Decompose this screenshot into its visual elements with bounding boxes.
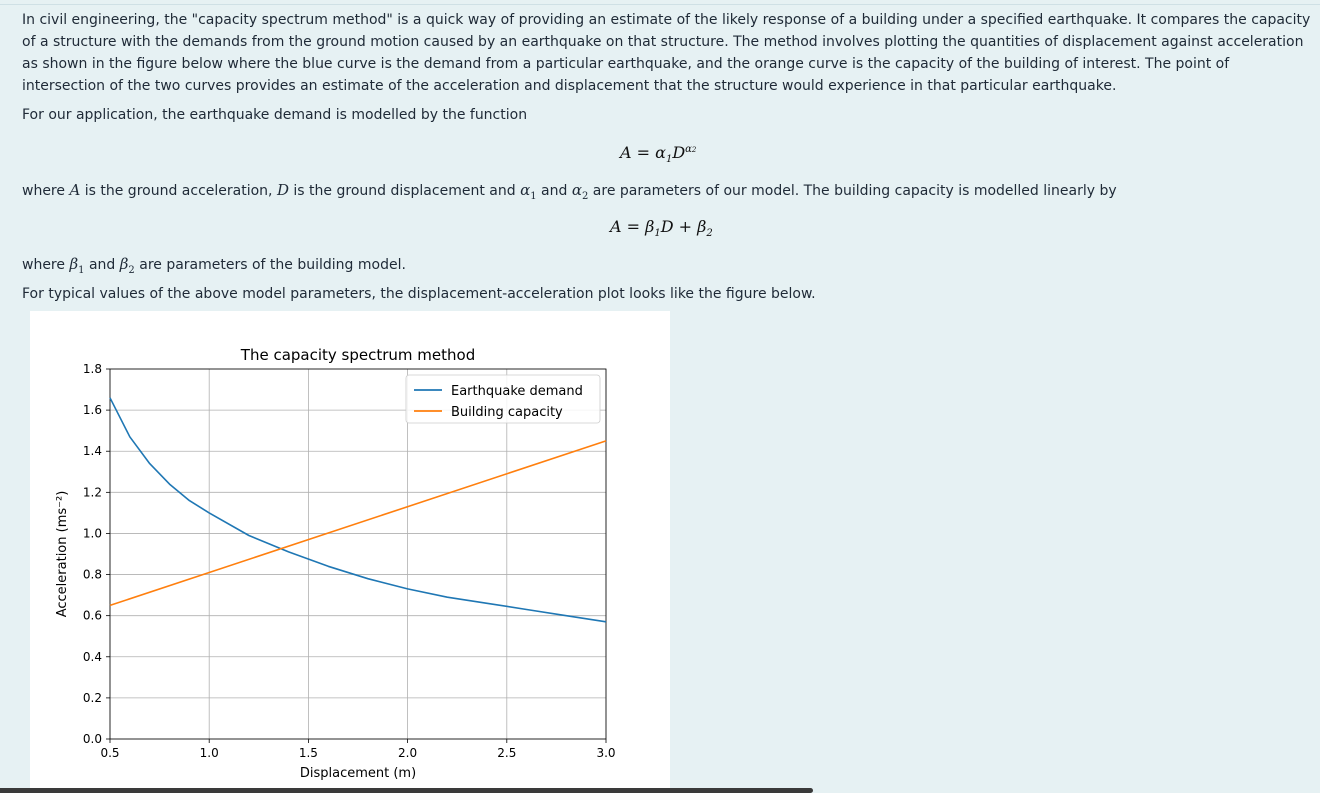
figure-intro-line: For typical values of the above model parameters, the displacement-acceleration plot looks like the figure below. — [22, 286, 816, 302]
y-tick-label: 0.2 — [82, 690, 102, 705]
horizontal-scrollbar[interactable] — [0, 788, 813, 793]
legend-building-label: Building capacity — [451, 405, 563, 420]
capacity-spectrum-chart — [30, 311, 670, 793]
intro-text — [22, 9, 1312, 126]
top-border — [0, 4, 1320, 5]
y-tick-label: 0.0 — [82, 732, 102, 746]
y-tick-label: 0.4 — [82, 649, 102, 664]
y-tick-label: 1.6 — [82, 403, 102, 418]
demand-equation: $A = \alpha_1D^{\alpha 2}$ — [620, 143, 697, 166]
earthquake-demand-line — [110, 398, 606, 622]
x-tick-label: 2.5 — [497, 746, 517, 760]
definition-line: where A is the ground acceleration, D is the ground displacement and $\alpha_1$ and $\alpha_2$ are parameters of our model. The building capacity is modelled linearly by — [22, 181, 1117, 202]
x-tick-label: 2.0 — [398, 746, 418, 760]
chart-title: The capacity spectrum method — [240, 346, 476, 364]
y-tick-label: 1.4 — [82, 444, 102, 459]
y-tick-label: 1.2 — [82, 485, 102, 500]
y-tick-label: 0.8 — [82, 567, 102, 582]
intro-paragraph: In civil engineering, the "capacity spectrum method" is a quick way of providing an estimate of the likely response of a building under a specified earthquake. It compares the capacity of a structure with the demands from the ground motion caused by an earthquake on that structure. The method involves plotting the quantities of displacement against acceleration as shown in the figure below where the blue curve is the demand from a particular earthquake, and the orange curve is the capacity of the building of interest. The point of intersection of the two curves provides an estimate of the acceleration and displacement that the structure would experience in that particular earthquake. — [22, 12, 1311, 94]
x-tick-label: 0.5 — [100, 746, 120, 760]
demand-intro-paragraph: For our application, the earthquake demand is modelled by the function — [22, 107, 528, 123]
y-axis-label: Acceleration (ms⁻²) — [55, 490, 70, 618]
building-params-line: where $\beta_1$ and $\beta_2$ are parameters of the building model. — [22, 255, 406, 276]
legend-earthquake-label: Earthquake demand — [451, 384, 583, 399]
x-tick-label: 3.0 — [596, 746, 616, 760]
x-tick-label: 1.0 — [199, 746, 219, 760]
plot-frame — [110, 369, 606, 739]
x-axis-label: Displacement (m) — [299, 766, 417, 781]
y-tick-label: 1.0 — [82, 526, 102, 541]
x-tick-label: 1.5 — [298, 746, 318, 760]
building-capacity-line — [110, 441, 606, 606]
y-tick-label: 1.8 — [82, 362, 102, 376]
chart-figure — [30, 311, 670, 793]
capacity-equation: $A = \beta_1D + \beta_2$ — [610, 217, 713, 240]
y-tick-label: 0.6 — [82, 608, 102, 623]
